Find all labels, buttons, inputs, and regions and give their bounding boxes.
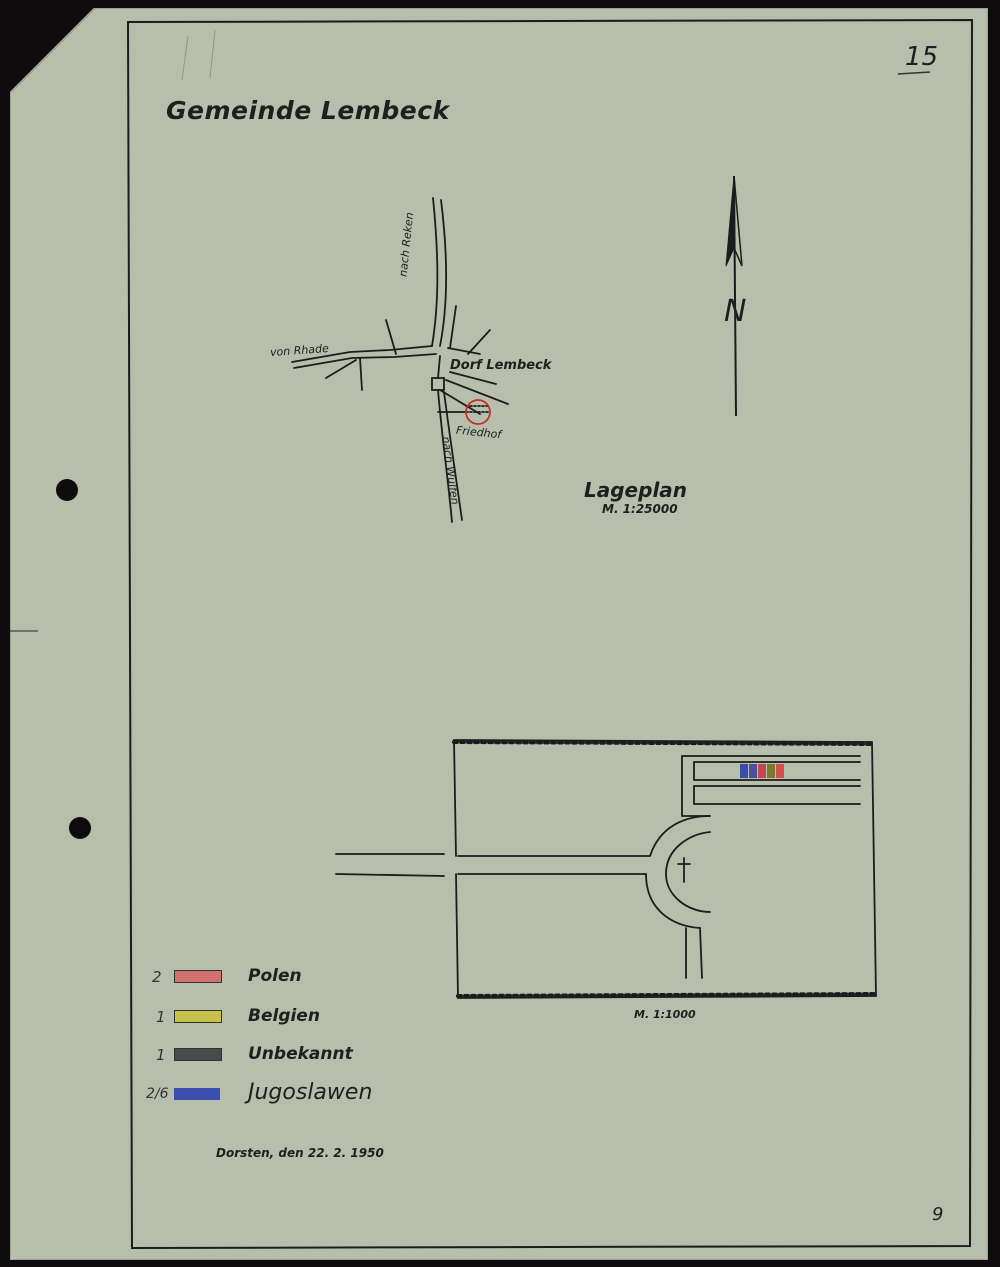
legend-swatch bbox=[174, 1088, 220, 1100]
punch-hole-upper bbox=[56, 479, 78, 501]
place-date: Dorsten, den 22. 2. 1950 bbox=[216, 1146, 384, 1160]
plan-scale: M. 1:1000 bbox=[634, 1008, 696, 1021]
sheet-drawing bbox=[10, 8, 988, 1260]
label-to-wulfen: nach Wulfen bbox=[439, 435, 462, 506]
label-village: Dorf Lembeck bbox=[450, 358, 552, 373]
legend-swatch bbox=[174, 1010, 222, 1023]
map-caption: Lageplan bbox=[584, 478, 688, 502]
label-from-rhade: von Rhade bbox=[269, 341, 330, 360]
legend-swatch bbox=[174, 1048, 222, 1061]
grave-marker bbox=[767, 764, 775, 778]
grave-marker bbox=[776, 764, 784, 778]
label-cemetery: Friedhof bbox=[455, 423, 502, 442]
legend-label: Jugoslawen bbox=[248, 1080, 373, 1105]
page-number: 15 bbox=[905, 42, 939, 72]
legend-label: Belgien bbox=[248, 1006, 320, 1026]
legend-label: Unbekannt bbox=[248, 1044, 353, 1064]
north-label: N bbox=[724, 294, 747, 329]
punch-hole-lower bbox=[69, 817, 91, 839]
grave-marker bbox=[749, 764, 757, 778]
grave-marker bbox=[758, 764, 766, 778]
corner-mark: 9 bbox=[932, 1204, 944, 1225]
grave-markers bbox=[740, 764, 784, 778]
map-scale: M. 1:25000 bbox=[602, 502, 678, 516]
legend-count: 2/6 bbox=[146, 1086, 169, 1102]
label-to-reken: nach Reken bbox=[396, 211, 417, 278]
page-title: Gemeinde Lembeck bbox=[166, 96, 450, 125]
legend-swatch bbox=[174, 970, 222, 983]
legend-label: Polen bbox=[248, 966, 302, 986]
document-sheet bbox=[10, 8, 988, 1260]
grave-marker bbox=[740, 764, 748, 778]
legend-count: 1 bbox=[156, 1046, 166, 1064]
paper-background bbox=[10, 8, 988, 1260]
legend-count: 2 bbox=[152, 968, 162, 986]
legend-count: 1 bbox=[156, 1008, 166, 1026]
